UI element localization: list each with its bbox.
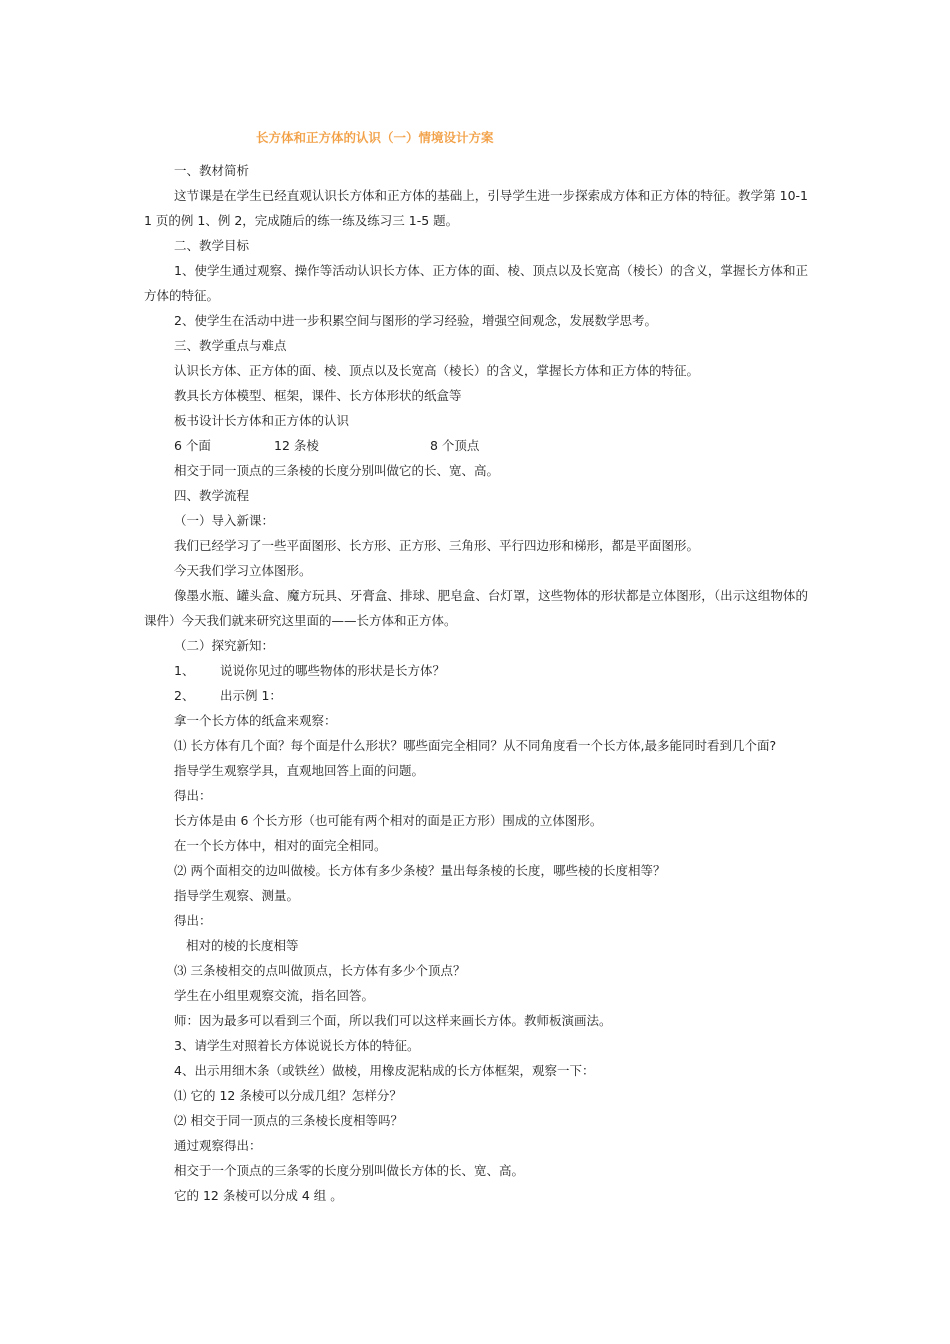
heading-explore: （二）探究新知： — [174, 638, 275, 653]
paragraph-board-definition: 相交于同一顶点的三条棱的长度分别叫做它的长、宽、高。 — [174, 463, 500, 478]
paragraph-conclusion-label: 得出： — [174, 913, 212, 928]
paragraph-group-discuss: 学生在小组里观察交流，指名回答。 — [174, 988, 375, 1003]
paragraph-goal-2: 2、使学生在活动中进一步积累空间与图形的学习经验，增强空间观念，发展数学思考。 — [174, 313, 657, 328]
paragraph-observe-conclusion: 通过观察得出： — [174, 1138, 262, 1153]
heading-textbook-analysis: 一、教材简析 — [174, 163, 250, 178]
heading-key-points: 三、教学重点与难点 — [174, 338, 287, 353]
paragraph-step-4: 4、出示用细木条（或铁丝）做棱，用橡皮泥粘成的长方体框架，观察一下： — [174, 1063, 595, 1078]
question-edge-lengths: ⑵ 相交于同一顶点的三条棱长度相等吗？ — [174, 1113, 403, 1128]
numbered-item-number: 2、 — [174, 688, 195, 703]
paragraph-guide-measure: 指导学生观察、测量。 — [174, 888, 300, 903]
heading-teaching-process: 四、教学流程 — [174, 488, 250, 503]
paragraph-take-box: 拿一个长方体的纸盒来观察： — [174, 713, 337, 728]
paragraph-textbook-analysis: 这节课是在学生已经直观认识长方体和正方体的基础上，引导学生进一步探索成方体和正方体的特征。教学第 10-11 页的例 1、例 2，完成随后的练一练及练习三 1-5 题。 — [144, 188, 808, 228]
paragraph-guide-observe: 指导学生观察学具，直观地回答上面的问题。 — [174, 763, 425, 778]
paragraph-cuboid-definition: 长方体是由 6 个长方形（也可能有两个相对的面是正方形）围成的立体图形。 — [174, 813, 603, 828]
numbered-item — [144, 658, 808, 683]
question-faces: ⑴ 长方体有几个面？每个面是什么形状？哪些面完全相同？从不同角度看一个长方体,最多能同时看到几个面? — [174, 738, 777, 753]
question-vertices: ⑶ 三条棱相交的点叫做顶点，长方体有多少个顶点？ — [174, 963, 466, 978]
paragraph-opposite-edges: 相对的棱的长度相等 — [186, 938, 299, 953]
paragraph-step-3: 3、请学生对照着长方体说说长方体的特征。 — [174, 1038, 420, 1053]
paragraph-four-groups: 它的 12 条棱可以分成 4 组 。 — [174, 1188, 343, 1203]
board-vertices: 8 个顶点 — [430, 438, 480, 453]
question-edge-groups: ⑴ 它的 12 条棱可以分成几组？怎样分？ — [174, 1088, 402, 1103]
question-edges: ⑵ 两个面相交的边叫做棱。长方体有多少条棱？量出每条棱的长度，哪些棱的长度相等？ — [174, 863, 666, 878]
paragraph-board-design: 板书设计长方体和正方体的认识 — [174, 413, 350, 428]
paragraph-teacher-drawing: 师：因为最多可以看到三个面，所以我们可以这样来画长方体。教师板演画法。 — [174, 1013, 612, 1028]
heading-teaching-goals: 二、教学目标 — [174, 238, 250, 253]
paragraph-teaching-aids: 教具长方体模型、框架，课件、长方体形状的纸盒等 — [174, 388, 462, 403]
paragraph-plane-figures: 我们已经学习了一些平面图形、长方形、正方形、三角形、平行四边形和梯形，都是平面图形。 — [174, 538, 700, 553]
heading-introduction: （一）导入新课： — [174, 513, 275, 528]
paragraph-opposite-faces: 在一个长方体中，相对的面完全相同。 — [174, 838, 387, 853]
numbered-item-text: 说说你见过的哪些物体的形状是长方体？ — [220, 663, 446, 678]
board-summary-row — [144, 433, 808, 458]
paragraph-conclusion-label: 得出： — [174, 788, 212, 803]
paragraph-goal-1: 1、使学生通过观察、操作等活动认识长方体、正方体的面、棱、顶点以及长宽高（棱长）的含义，掌握长方体和正方体的特征。 — [144, 263, 808, 303]
paragraph-solid-figures: 今天我们学习立体图形。 — [174, 563, 312, 578]
board-edges: 12 条棱 — [274, 438, 319, 453]
numbered-item-number: 1、 — [174, 663, 195, 678]
paragraph-key-points: 认识长方体、正方体的面、棱、顶点以及长宽高（棱长）的含义，掌握长方体和正方体的特征。 — [174, 363, 700, 378]
numbered-item — [144, 683, 808, 708]
numbered-item-text: 出示例 1： — [220, 688, 282, 703]
paragraph-examples: 像墨水瓶、罐头盒、魔方玩具、牙膏盒、排球、肥皂盒、台灯罩，这些物体的形状都是立体图形，（出示这组物体的课件）今天我们就来研究这里面的——长方体和正方体。 — [144, 588, 808, 628]
document-body — [144, 158, 808, 1208]
document-title: 长方体和正方体的认识（一）情境设计方案 — [256, 130, 494, 145]
board-faces: 6 个面 — [174, 438, 211, 453]
paragraph-length-width-height: 相交于一个顶点的三条零的长度分别叫做长方体的长、宽、高。 — [174, 1163, 525, 1178]
